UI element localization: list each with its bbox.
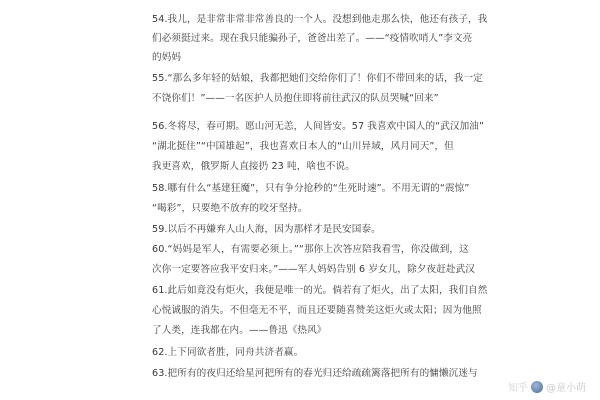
text-line: 们必须挺过来。现在我只能骗孙子，爸爸出差了。——“疫情吹哨人”李文亮 [152,33,473,44]
text-line: 58.哪有什么“基建狂魔”，只有争分抢秒的“生死时速”。不用无谓的“震惊” [152,183,470,194]
zhihu-watermark [508,379,586,394]
text-line: 不饶你们！”——一名医护人员抱住即将前往武汉的队员哭喊“回来” [152,93,439,104]
text-line: 55.“那么多年轻的姑娘，我都把她们交给你们了！你们不带回来的话，我一定 [152,73,483,84]
text-line: 62.上下同欲者胜，同舟共济者赢。 [152,347,304,358]
text-line: 的妈妈 [152,52,182,63]
text-line: 56.冬将尽，春可期。愿山河无恙，人间皆安。57 我喜欢中国人的“武汉加油” [152,121,485,132]
text-line: 了人类，连我都在内。——鲁迅《热风》 [152,325,327,336]
text-line: 次你一定要答应我平安归来。”——军人妈妈告别 6 岁女儿，除夕夜赶赴武汉 [152,264,475,275]
text-line: 61.此后如竟没有炬火，我便是唯一的光。倘若有了炬火，出了太阳，我们自然 [152,285,488,296]
text-line: 我更喜欢，俄罗斯人直接扔 23 吨，啥也不说。 [152,161,355,172]
text-line: 60.“妈妈是军人，有需要必须上。”“那你上次答应陪我看雪，你没做到，这 [152,244,469,255]
watermark-handle: @童小萌 [546,383,586,394]
watermark-brand: 知乎 [508,383,528,394]
text-line: 63.把所有的夜归还给星河把所有的春光归还给疏疏篱落把所有的慵懒沉迷与 [152,368,478,379]
text-line: “喝彩”，只要绝不放弃的咬牙坚持。 [152,203,308,214]
avatar-icon [531,381,543,393]
text-line: 59.以后不再嫌弃人山人海，因为那样才是民安国泰。 [152,224,381,235]
text-line: 54.我儿，是非常非常非常善良的一个人。没想到他走那么快，他还有孩子，我 [152,14,488,25]
text-line: “湖北挺住”“中国雄起”，我也喜欢日本人的“山川异域，风月同天”，但 [152,141,454,152]
text-line: 心悦诚服的消失。不但毫无不平，而且还要随喜赞美这炬火或太阳；因为他照 [152,305,482,316]
